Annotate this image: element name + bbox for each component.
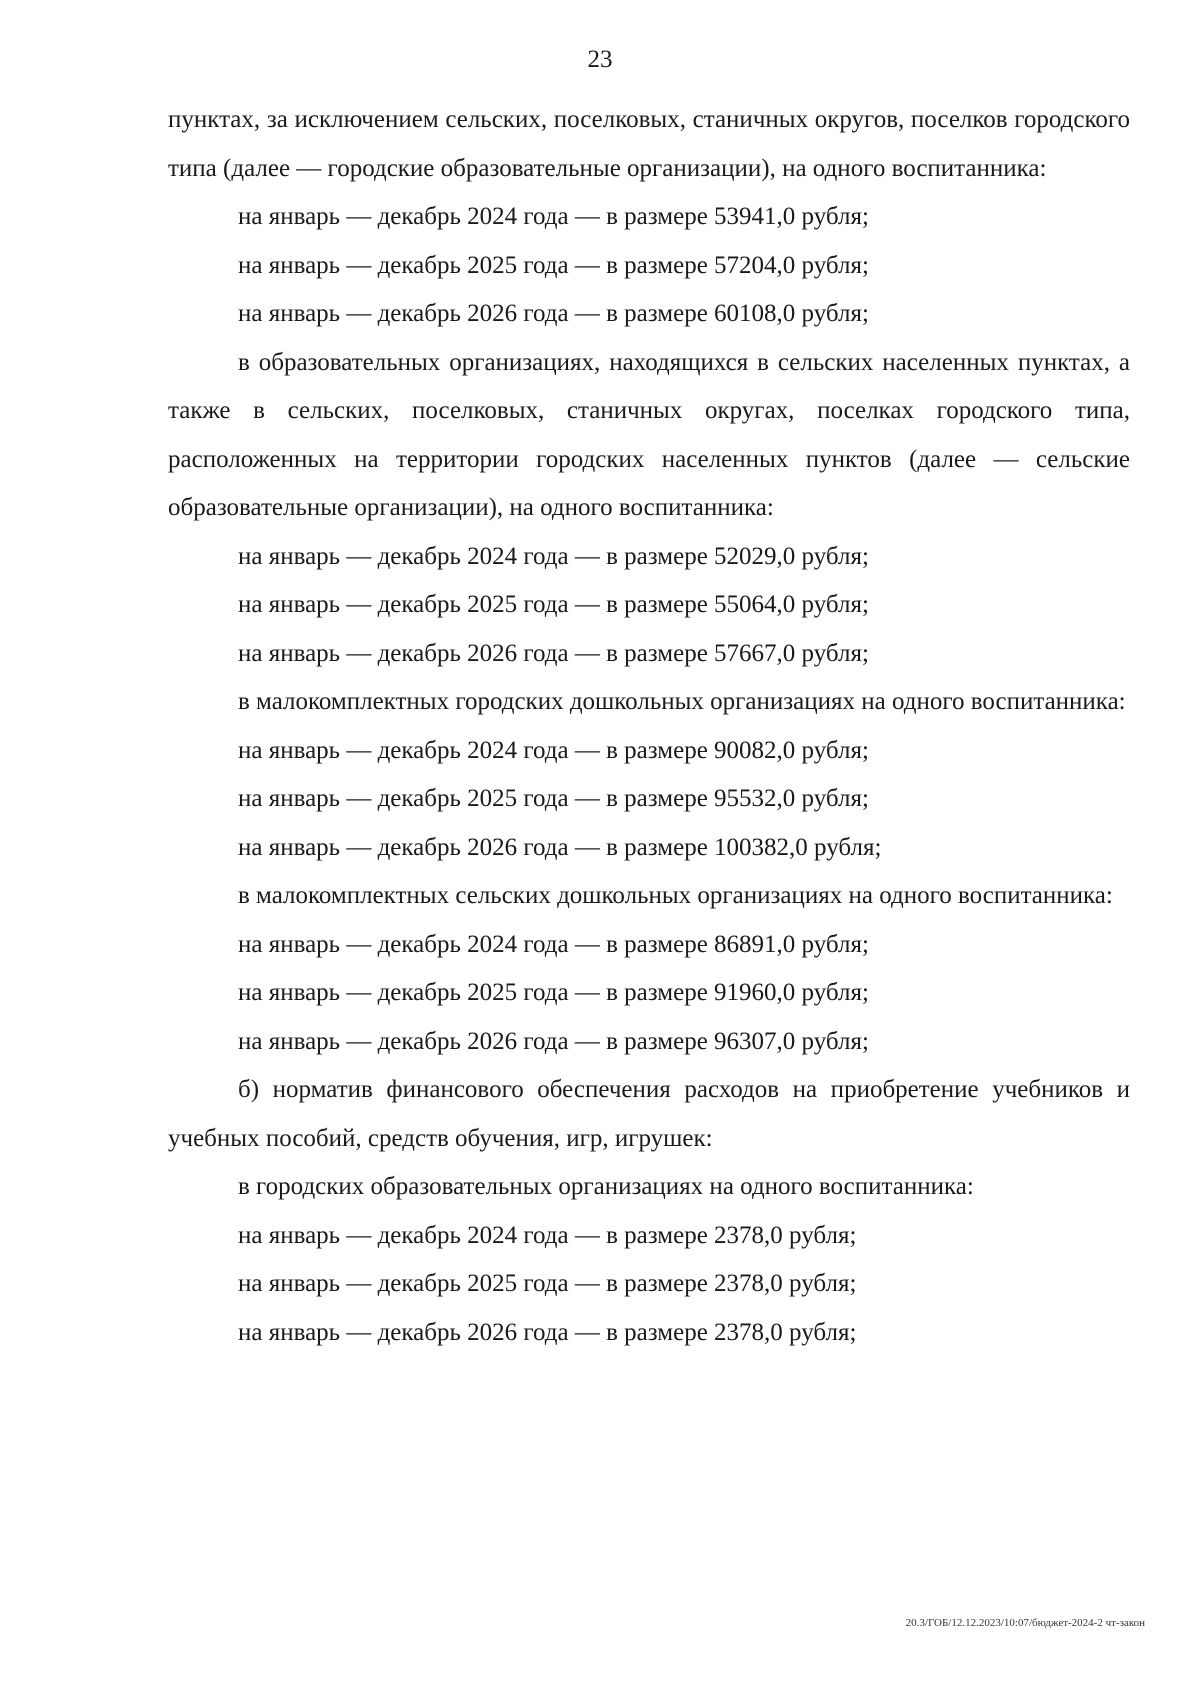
- list-item: на январь — декабрь 2024 года — в размере 86891,0 рубля;: [238, 930, 869, 958]
- list-item: на январь — декабрь 2026 года — в размере 2378,0 рубля;: [238, 1318, 857, 1346]
- list-item: на январь — декабрь 2024 года — в размере 2378,0 рубля;: [238, 1221, 857, 1249]
- document-body: [168, 96, 1130, 1357]
- paragraph: в образовательных организациях, находящихся в сельских населенных пунктах, а также в сельских, поселковых, станичных округах, поселках городского типа, расположенных на территории городских населенных пунктов (далее — сельские образовательные организации), на одного воспитанника:: [168, 348, 1130, 521]
- paragraph: в малокомплектных сельских дошкольных организациях на одного воспитанника:: [238, 882, 1113, 909]
- list-item: на январь — декабрь 2025 года — в размере 95532,0 рубля;: [238, 785, 869, 812]
- document-footer-code: 20.3/ГОБ/12.12.2023/10:07/бюджет-2024-2 чт-закон: [905, 1617, 1145, 1629]
- paragraph: в малокомплектных городских дошкольных организациях на одного воспитанника:: [238, 688, 1126, 715]
- list-item: на январь — декабрь 2025 года — в размере 57204,0 рубля;: [238, 251, 869, 279]
- list-item: на январь — декабрь 2026 года — в размере 96307,0 рубля;: [238, 1027, 869, 1055]
- list-item: на январь — декабрь 2026 года — в размере 100382,0 рубля;: [238, 833, 882, 861]
- list-item: на январь — декабрь 2025 года — в размере 2378,0 рубля;: [238, 1270, 857, 1297]
- list-item: на январь — декабрь 2025 года — в размере 91960,0 рубля;: [238, 979, 869, 1006]
- list-item: на январь — декабрь 2026 года — в размере 57667,0 рубля;: [238, 639, 869, 667]
- list-item: на январь — декабрь 2026 года — в размере 60108,0 рубля;: [238, 300, 869, 327]
- list-item: на январь — декабрь 2024 года — в размере 90082,0 рубля;: [238, 736, 869, 764]
- paragraph-continuation: пунктах, за исключением сельских, поселковых, станичных округов, поселков городского типа (далее — городские образовательные организации), на одного воспитанника:: [168, 106, 1130, 182]
- list-item: на январь — декабрь 2024 года — в размере 52029,0 рубля;: [238, 542, 869, 570]
- paragraph: б) норматив финансового обеспечения расходов на приобретение учебников и учебных пособий, средств обучения, игр, игрушек:: [168, 1076, 1130, 1152]
- page-number: 23: [587, 46, 613, 73]
- paragraph: в городских образовательных организациях на одного воспитанника:: [238, 1173, 974, 1200]
- list-item: на январь — декабрь 2024 года — в размере 53941,0 рубля;: [238, 203, 869, 230]
- list-item: на январь — декабрь 2025 года — в размере 55064,0 рубля;: [238, 591, 869, 618]
